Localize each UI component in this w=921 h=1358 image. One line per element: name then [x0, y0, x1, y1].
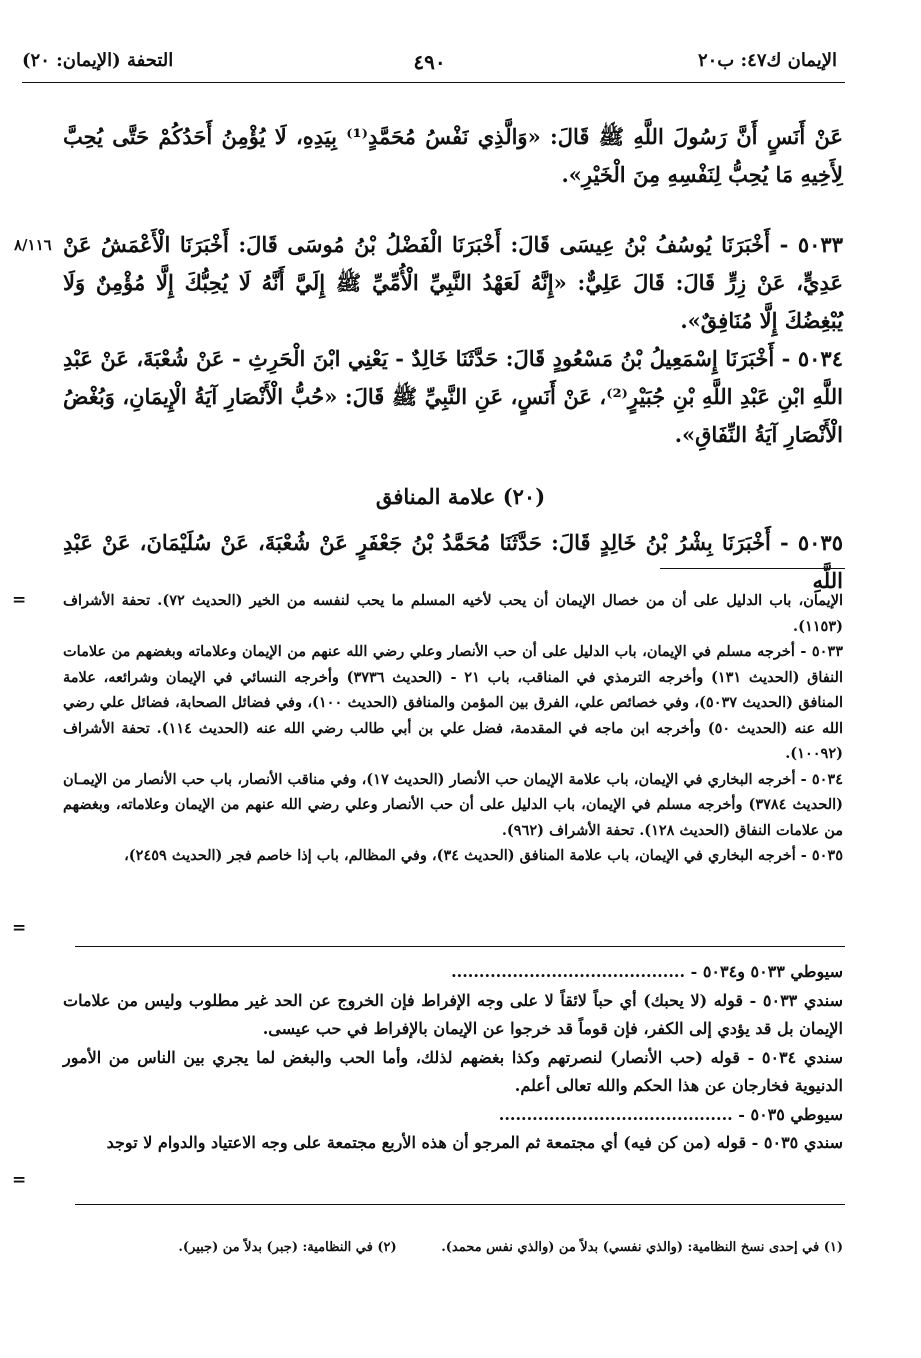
hadith-5033: ٥٠٣٣ - أَخْبَرَنَا يُوسُفُ بْنُ عِيسَى قَالَ: أَخْبَرَنَا الْفَضْلُ بْنُ مُوسَى قَالَ: أَخْبَرَنَا الْأَعْمَشُ عَنْ عَدِيٍّ، عَنْ زِرٍّ قَالَ: قَالَ عَلِيٌّ: «إِنَّهُ لَعَهْدُ النَّبِيِّ الْأُمِّيِّ ﷺ إِلَيَّ أَنَّهُ لَا يُحِبُّكَ إِلَّا مُؤْمِنٌ وَلَا يُبْغِضُكَ إِلَّا مُنَافِقٌ».	[63, 232, 843, 333]
note-2: (٢) في النظامية: (جبر) بدلاً من (جبير).	[178, 1240, 397, 1255]
continuation-marker-3: =	[12, 1170, 27, 1190]
continuation-marker: =	[12, 590, 27, 610]
chapter-title: (٢٠) علامة المنافق	[375, 484, 546, 509]
header-tuhfa-ref: التحفة (الإيمان: ٢٠)	[22, 50, 174, 71]
header-chapter-ref: الإيمان ك٤٧: ب٢٠	[697, 50, 837, 71]
footnote-rule	[660, 568, 845, 569]
page-header	[22, 50, 837, 82]
hadith-5034: ٥٠٣٤ - أَخْبَرَنَا إِسْمَعِيلُ بْنُ مَسْعُودٍ قَالَ: حَدَّثَنَا خَالِدٌ - يَعْنِي ابْنَ الْحَرِثِ - عَنْ شُعْبَةَ، عَنْ عَبْدِ اللَّهِ ابْنِ عَبْدِ اللَّهِ بْنِ جُبَيْرٍ⁽²⁾، عَنْ أَنَسٍ، عَنِ النَّبِيِّ ﷺ قَالَ: «حُبُّ الْأَنْصَارِ آيَةُ الْإِيمَانِ، وَبُغْضُ الْأَنْصَارِ آيَةُ النِّفَاقِ».	[63, 346, 843, 447]
takhrij-footnotes	[63, 588, 843, 869]
notes-rule	[75, 1204, 845, 1205]
sindi-5033: سندي ٥٠٣٣ - قوله (لا يحبك) أي حباً لائقاً لا على وجه الإفراط فإن الخروج عن الحد غير مطلوب وليس من علامات الإيمان بل قد يؤدي إلى الكفر، فإن قوماً قد خرجوا عن الإيمان بالإفراط في حب عيسى.	[63, 990, 843, 1038]
page-number: ٤٩٠	[413, 50, 446, 74]
header-rule	[22, 82, 845, 83]
commentary-section	[63, 958, 843, 1158]
footnote-5034: ٥٠٣٤ - أخرجه البخاري في الإيمان، باب علامة الإيمان حب الأنصار (الحديث ١٧)، وفي مناقب الأنصار، باب حب الأنصار من الإيمـان (الحديث ٣٧٨٤) وأخرجه مسلم في الإيمان، باب الدليل على أن حب الأنصار وعلي رضي الله عنهم من الإيمان وعلاماته، وبغضهم من علامات النفاق (الحديث ١٢٨). تحفة الأشراف (٩٦٢).	[63, 770, 843, 839]
footnote-5035: ٥٠٣٥ - أخرجه البخاري في الإيمان، باب علامة المنافق (الحديث ٣٤)، وفي المظالم، باب إذا خاصم فجر (الحديث ٢٤٥٩)،	[124, 847, 843, 864]
hadith-5035: ٥٠٣٥ - أَخْبَرَنَا بِشْرُ بْنُ خَالِدٍ قَالَ: حَدَّثَنَا مُحَمَّدُ بْنُ جَعْفَرٍ عَنْ شُعْبَةَ، عَنْ سُلَيْمَانَ، عَنْ عَبْدِ اللَّهِ	[63, 530, 843, 593]
footnote-1153: الإيمان، باب الدليل على أن من خصال الإيمان أن يحب لأخيه المسلم ما يحب لنفسه من الخير (الحديث ٧٢). تحفة الأشراف (١١٥٣).	[63, 592, 843, 635]
variant-notes	[63, 1240, 843, 1255]
margin-ref: ٨/١١٦	[14, 236, 52, 254]
suyuti-5033: سيوطي ٥٠٣٣ و٥٠٣٤ - ..........................................	[451, 962, 843, 981]
hadith-text-1: عَنْ أَنَسٍ أَنَّ رَسُولَ اللَّهِ ﷺ قَالَ: «وَالَّذِي نَفْسُ مُحَمَّدٍ⁽¹⁾ بِيَدِهِ، لَا يُؤْمِنُ أَحَدُكُمْ حَتَّى يُحِبَّ لِأَخِيهِ مَا يُحِبُّ لِنَفْسِهِ مِنَ الْخَيْرِ».	[63, 124, 843, 187]
sindi-5034: سندي ٥٠٣٤ - قوله (حب الأنصار) لنصرتهم وكذا بغضهم لذلك، وأما الحب والبغض لما يجري بين الناس من الأمور الدنيوية فخارجان عن هذا الحكم والله تعالى أعلم.	[63, 1047, 843, 1095]
commentary-rule	[75, 946, 845, 947]
footnote-5033: ٥٠٣٣ - أخرجه مسلم في الإيمان، باب الدليل على أن حب الأنصار وعلي رضي الله عنهم من الإيمان وعلاماته وبغضهم من علامات النفاق (الحديث ١٣١) وأخرجه الترمذي في المناقب، باب ٢١ - (الحديث ٣٧٣٦) وأخرجه النسائي في الإيمان وشرائعه، علامة المنافق (الحديث ٥٠٣٧)، وفي خصائص علي، الفرق بين المؤمن والمنافق (الحديث ١٠٠)، وفي فضائل الصحابة، فضائل علي رضي الله عنه (الحديث ٥٠) وأخرجه ابن ماجه في المقدمة، فضل علي بن أبي طالب رضي الله عنه (الحديث ١١٤). تحفة الأشراف (١٠٠٩٢).	[63, 643, 843, 762]
continuation-marker-2: =	[12, 918, 27, 938]
suyuti-5035: سيوطي ٥٠٣٥ - ..........................................	[498, 1104, 843, 1124]
sindi-5035: سندي ٥٠٣٥ - قوله (من كن فيه) أي مجتمعة ثم المرجو أن هذه الأربع مجتمعة على وجه الاعتياد والدوام لا توجد	[106, 1133, 843, 1152]
note-1: (١) في إحدى نسخ النظامية: (والذي نفسي) بدلاً من (والذي نفس محمد).	[441, 1240, 843, 1255]
